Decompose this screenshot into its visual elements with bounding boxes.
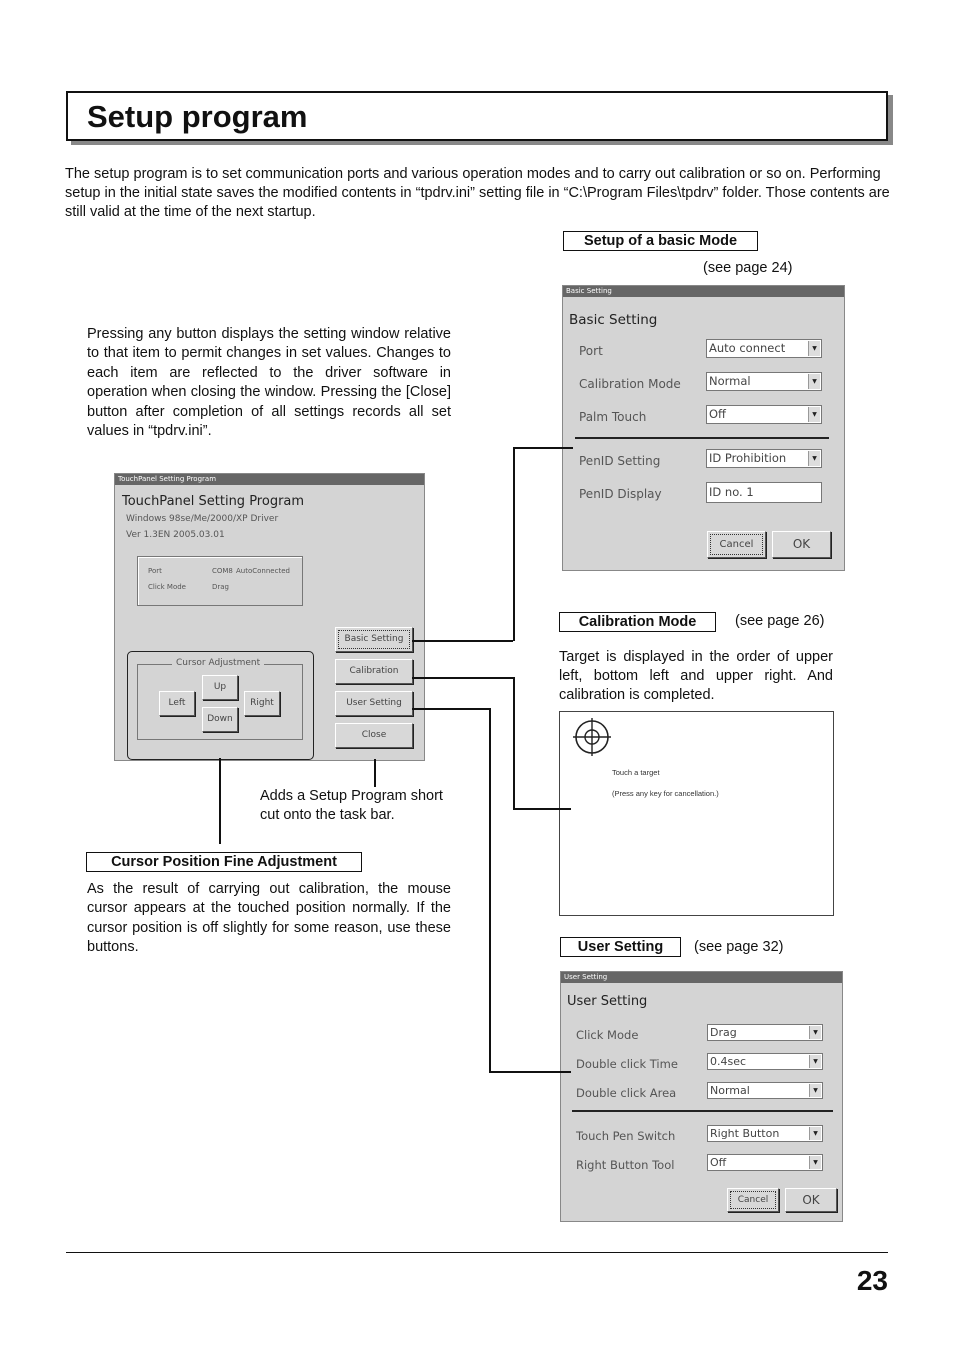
connector-line	[412, 677, 513, 679]
calibration-button[interactable]: Calibration	[335, 659, 413, 684]
chevron-down-icon: ▼	[809, 1055, 821, 1068]
click-mode-label: Click Mode	[148, 583, 186, 591]
basic-penid-display-label: PenID Display	[579, 487, 662, 501]
basic-calib-value: Normal	[709, 374, 751, 388]
chevron-down-icon: ▼	[808, 407, 820, 422]
chevron-down-icon: ▼	[808, 374, 820, 389]
basic-separator	[575, 437, 829, 439]
calibration-screen[interactable]	[559, 711, 834, 916]
user-setting-window	[560, 971, 843, 1222]
basic-cancel-button[interactable]: Cancel	[707, 531, 766, 558]
cursor-down-button[interactable]: Down	[202, 707, 238, 732]
cursor-left-button[interactable]: Left	[159, 691, 195, 716]
basic-palm-value: Off	[709, 407, 726, 421]
basic-penid-value: ID Prohibition	[709, 451, 787, 465]
user-see-page: (see page 32)	[694, 939, 784, 955]
user-pen-switch-label: Touch Pen Switch	[576, 1129, 676, 1143]
basic-port-select[interactable]	[706, 339, 822, 358]
user-dbl-time-value: 0.4sec	[710, 1055, 747, 1068]
close-button[interactable]: Close	[335, 723, 413, 748]
user-section-label: User Setting	[560, 937, 681, 957]
user-pen-switch-value: Right Button	[710, 1127, 780, 1140]
user-dbl-time-label: Double click Time	[576, 1057, 678, 1071]
user-separator	[572, 1110, 833, 1112]
chevron-down-icon: ▼	[808, 341, 820, 356]
basic-see-page: (see page 24)	[703, 260, 793, 276]
chevron-down-icon: ▼	[809, 1084, 821, 1097]
basic-port-value: Auto connect	[709, 341, 786, 355]
footer-rule	[66, 1252, 888, 1253]
user-dbl-area-select[interactable]	[707, 1082, 823, 1099]
calibration-text: Target is displayed in the order of upper left, bottom left and upper right. And calibration is completed.	[559, 649, 833, 703]
calibration-cancel-hint: (Press any key for cancellation.)	[612, 789, 719, 798]
user-cancel-button[interactable]: Cancel	[727, 1188, 779, 1212]
user-dbl-time-select[interactable]	[707, 1053, 823, 1070]
basic-penid-label: PenID Setting	[579, 454, 661, 468]
chevron-down-icon: ▼	[809, 1156, 821, 1169]
cursor-section-text: As the result of carrying out calibration, the mouse cursor appears at the touched position normally. If the cursor position is off slightly for some reason, use these buttons.	[87, 881, 451, 956]
basic-penid-display-input[interactable]: ID no. 1	[706, 482, 822, 503]
shortcut-note: Adds a Setup Program short cut onto the task bar.	[260, 788, 443, 823]
chevron-down-icon: ▼	[809, 1127, 821, 1140]
connector-line	[412, 708, 490, 710]
target-crosshair-icon	[572, 717, 612, 757]
basic-window-titlebar: Basic Setting	[563, 286, 844, 297]
user-right-tool-select[interactable]	[707, 1154, 823, 1171]
user-right-tool-value: Off	[710, 1156, 727, 1169]
basic-ok-button[interactable]: OK	[772, 531, 831, 558]
user-dbl-area-label: Double click Area	[576, 1086, 677, 1100]
user-ok-button[interactable]: OK	[785, 1188, 837, 1212]
chevron-down-icon: ▼	[809, 1026, 821, 1039]
user-window-titlebar: User Setting	[561, 972, 842, 983]
connector-line	[513, 447, 573, 449]
connector-line	[513, 447, 515, 641]
basic-penid-select[interactable]	[706, 449, 822, 468]
basic-section-label: Setup of a basic Mode	[563, 231, 758, 251]
cursor-up-button[interactable]: Up	[202, 675, 238, 700]
connector-line	[489, 1071, 571, 1073]
basic-heading: Basic Setting	[569, 312, 658, 328]
cursor-section-label: Cursor Position Fine Adjustment	[86, 852, 362, 872]
user-click-select[interactable]	[707, 1024, 823, 1041]
chevron-down-icon: ▼	[808, 451, 820, 466]
intro-text: The setup program is to set communication ports and various operation modes and to carry out calibration or so on. Performing setup in the initial state saves the modified contents in “tpdrv.ini” setting file in “C:\Program Files\tpdrv” folder. Those contents are still valid at the time of the next startup.	[65, 166, 890, 220]
main-window-titlebar: TouchPanel Setting Program	[115, 474, 424, 485]
connector-line	[219, 758, 221, 844]
main-subtitle: Windows 98se/Me/2000/XP Driver	[126, 514, 279, 524]
user-setting-button[interactable]: User Setting	[335, 691, 413, 716]
connector-line	[513, 677, 515, 809]
user-dbl-area-value: Normal	[710, 1084, 750, 1097]
basic-calib-label: Calibration Mode	[579, 377, 681, 391]
calibration-section-label: Calibration Mode	[559, 612, 716, 632]
page-title-box	[66, 91, 888, 141]
basic-port-label: Port	[579, 344, 603, 358]
left-description: Pressing any button displays the setting window relative to that item to permit changes in set values. Changes to each item are reflected to the driver software in operation when closing the window. Pressing the [Close] button after completion of all settings records all set values in “tpdrv.ini”.	[87, 326, 451, 440]
click-mode-value: Drag	[212, 583, 230, 591]
basic-palm-select[interactable]	[706, 405, 822, 424]
page-title: Setup program	[87, 99, 308, 134]
user-right-tool-label: Right Button Tool	[576, 1158, 675, 1172]
calibration-prompt: Touch a target	[612, 768, 660, 777]
cursor-adjust-label: Cursor Adjustment	[172, 658, 264, 668]
user-pen-switch-select[interactable]	[707, 1125, 823, 1142]
basic-palm-label: Palm Touch	[579, 410, 647, 424]
port-label: Port	[148, 567, 162, 575]
connector-line	[489, 708, 491, 1072]
connector-line	[374, 759, 376, 787]
page-number: 23	[856, 1265, 888, 1296]
basic-calib-select[interactable]	[706, 372, 822, 391]
main-heading: TouchPanel Setting Program	[122, 494, 305, 509]
connector-line	[412, 640, 513, 642]
main-version: Ver 1.3EN 2005.03.01	[126, 530, 225, 540]
user-click-value: Drag	[710, 1026, 737, 1039]
basic-setting-window	[562, 285, 845, 571]
status-box	[137, 556, 303, 606]
basic-setting-button[interactable]: Basic Setting	[335, 627, 413, 652]
cursor-right-button[interactable]: Right	[244, 691, 280, 716]
main-window	[114, 473, 425, 761]
user-click-label: Click Mode	[576, 1028, 639, 1042]
connector-line	[513, 808, 571, 810]
port-status: AutoConnected	[236, 567, 290, 575]
port-value: COM8	[212, 567, 233, 575]
calibration-see-page: (see page 26)	[735, 613, 825, 629]
user-heading: User Setting	[567, 994, 648, 1009]
